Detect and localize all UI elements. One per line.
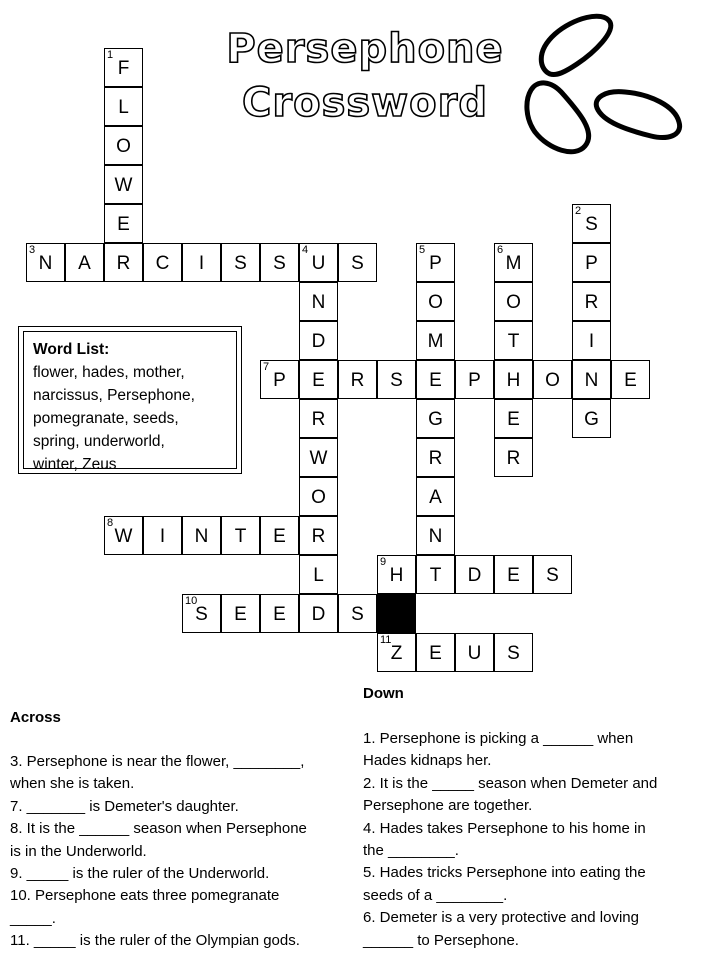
cell-letter: W	[114, 526, 133, 547]
grid-cell	[416, 282, 455, 321]
grid-cell	[299, 399, 338, 438]
cell-letter: N	[584, 370, 599, 391]
grid-cell	[416, 438, 455, 477]
cell-letter: T	[429, 565, 442, 586]
clue-line: 11. _____ is the ruler of the Olympian gods.	[10, 932, 300, 950]
cell-letter: S	[234, 253, 247, 274]
grid-cell	[494, 243, 533, 282]
cell-letter: R	[311, 526, 326, 547]
grid-cell	[299, 516, 338, 555]
cell-letter: D	[311, 331, 326, 352]
cell-letter: O	[428, 292, 443, 313]
cell-letter: R	[506, 448, 521, 469]
cell-letter: A	[429, 487, 442, 508]
cell-letter: O	[311, 487, 326, 508]
cell-letter: W	[114, 175, 133, 196]
grid-cell	[26, 243, 65, 282]
word-list-line: spring, underworld,	[33, 433, 165, 450]
grid-cell	[221, 594, 260, 633]
clue-line: the ________.	[363, 842, 459, 860]
grid-cell	[299, 282, 338, 321]
grid-cell	[299, 243, 338, 282]
grid-cell	[572, 282, 611, 321]
word-list-line: pomegranate, seeds,	[33, 410, 179, 427]
cell-letter: N	[428, 526, 443, 547]
cell-letter: N	[311, 292, 326, 313]
grid-cell	[494, 555, 533, 594]
word-list-line: narcissus, Persephone,	[33, 387, 195, 404]
grid-cell	[455, 360, 494, 399]
grid-cell	[455, 633, 494, 672]
cell-letter: E	[507, 565, 520, 586]
grid-cell	[494, 633, 533, 672]
cell-letter: E	[117, 214, 130, 235]
grid-cell	[299, 594, 338, 633]
word-list-box	[18, 326, 242, 474]
across-clues	[10, 751, 355, 953]
clue-line: Hades kidnaps her.	[363, 752, 492, 770]
grid-cell	[65, 243, 104, 282]
cell-letter: P	[429, 253, 442, 274]
grid-cell	[416, 555, 455, 594]
cell-letter: R	[116, 253, 131, 274]
grid-cell	[416, 477, 455, 516]
grid-cell	[572, 399, 611, 438]
clue-number: 3	[29, 244, 36, 256]
cell-letter: E	[273, 526, 286, 547]
clue-line: ______ to Persephone.	[363, 931, 519, 949]
cell-letter: T	[507, 331, 520, 352]
grid-cell	[572, 243, 611, 282]
clue-line: is in the Underworld.	[10, 842, 147, 860]
cell-letter: U	[467, 643, 482, 664]
grid-cell	[299, 360, 338, 399]
cell-letter: E	[429, 370, 442, 391]
cell-letter: E	[429, 643, 442, 664]
grid-cell	[104, 243, 143, 282]
grid-cell	[338, 360, 377, 399]
down-heading: Down	[363, 685, 404, 702]
clue-line: 7. _______ is Demeter's daughter.	[10, 797, 239, 815]
clue-line: Persephone are together.	[363, 797, 533, 815]
grid-cell	[260, 594, 299, 633]
cell-letter: P	[468, 370, 481, 391]
clue-line: 3. Persephone is near the flower, ________,	[10, 753, 305, 770]
grid-cell	[494, 399, 533, 438]
cell-letter: E	[624, 370, 637, 391]
cell-letter: S	[390, 370, 403, 391]
grid-cell	[338, 594, 377, 633]
grid-cell	[338, 243, 377, 282]
clue-number: 1	[107, 49, 114, 61]
cell-letter: H	[389, 565, 404, 586]
clue-number: 11	[380, 634, 392, 646]
grid-cell	[377, 555, 416, 594]
grid-cell	[416, 360, 455, 399]
cell-letter: N	[38, 253, 53, 274]
clue-line: 9. _____ is the ruler of the Underworld.	[10, 865, 270, 883]
down-clues	[363, 728, 713, 952]
cell-letter: P	[273, 370, 286, 391]
grid-cell	[572, 321, 611, 360]
grid-cell	[416, 321, 455, 360]
grid-cell	[416, 399, 455, 438]
grid-cell	[377, 360, 416, 399]
grid-cell	[455, 555, 494, 594]
clue-line: 6. Demeter is a very protective and loving	[363, 909, 639, 927]
cell-letter: S	[546, 565, 559, 586]
grid-cell	[572, 204, 611, 243]
clue-number: 5	[419, 244, 426, 256]
cell-letter: E	[273, 604, 286, 625]
clue-line: 1. Persephone is picking a ______ when	[363, 730, 634, 747]
clue-line: seeds of a ________.	[363, 886, 508, 904]
cell-letter: L	[313, 565, 324, 586]
clue-number: 8	[107, 517, 114, 529]
word-list-heading: Word List:	[33, 341, 110, 358]
grid-cell	[494, 321, 533, 360]
cell-letter: U	[311, 253, 326, 274]
grid-cell	[299, 555, 338, 594]
cell-letter: M	[505, 253, 522, 274]
clue-number: 9	[380, 556, 387, 568]
grid-cell	[182, 516, 221, 555]
cell-letter: H	[506, 370, 521, 391]
cell-letter: L	[118, 97, 129, 118]
grid-cell	[416, 516, 455, 555]
grid-cell	[299, 321, 338, 360]
word-list-line: winter, Zeus	[33, 456, 117, 473]
grid-cell	[104, 165, 143, 204]
clue-line: 4. Hades takes Persephone to his home in	[363, 819, 646, 837]
cell-letter: D	[467, 565, 482, 586]
cell-letter: Z	[390, 643, 403, 664]
grid-cell	[104, 516, 143, 555]
cell-letter: S	[351, 253, 364, 274]
cell-letter: I	[198, 253, 205, 274]
cell-letter: E	[507, 409, 520, 430]
clue-line: 2. It is the _____ season when Demeter and	[363, 774, 658, 792]
grid-cell	[299, 438, 338, 477]
grid-cell	[104, 126, 143, 165]
grid-cell	[416, 243, 455, 282]
cell-letter: R	[350, 370, 365, 391]
title-line-1: Persephone	[226, 26, 504, 72]
cell-letter: C	[155, 253, 170, 274]
grid-cell	[143, 516, 182, 555]
clue-number: 4	[302, 244, 309, 256]
clue-line: when she is taken.	[10, 775, 135, 793]
cell-letter: S	[507, 643, 520, 664]
word-list-line: flower, hades, mother,	[33, 364, 185, 381]
clue-number: 7	[263, 361, 270, 373]
cell-letter: F	[117, 58, 130, 79]
cell-letter: R	[311, 409, 326, 430]
grid-cell	[572, 360, 611, 399]
cell-letter: S	[273, 253, 286, 274]
cell-letter: D	[311, 604, 326, 625]
grid-cell	[494, 438, 533, 477]
cell-letter: S	[585, 214, 598, 235]
grid-cell	[104, 48, 143, 87]
cell-letter: W	[309, 448, 328, 469]
cell-letter: E	[312, 370, 325, 391]
cell-letter: G	[584, 409, 599, 430]
grid-cell	[377, 633, 416, 672]
grid-cell	[182, 594, 221, 633]
grid-cell	[533, 555, 572, 594]
cell-letter: I	[588, 331, 595, 352]
cell-letter: A	[78, 253, 91, 274]
cell-letter: O	[116, 136, 131, 157]
clue-number: 10	[185, 595, 198, 607]
grid-cell	[416, 633, 455, 672]
clue-line: 10. Persephone eats three pomegranate	[10, 887, 280, 905]
clue-line: 8. It is the ______ season when Persephone	[10, 820, 307, 838]
grid-cell	[143, 243, 182, 282]
clue-line: 5. Hades tricks Persephone into eating the	[363, 864, 646, 882]
cell-letter: E	[234, 604, 247, 625]
across-heading: Across	[10, 709, 61, 726]
cell-letter: S	[351, 604, 364, 625]
cell-letter: G	[428, 409, 443, 430]
grid-cell	[104, 87, 143, 126]
grid-cell	[182, 243, 221, 282]
cell-letter: O	[506, 292, 521, 313]
grid-cell	[260, 360, 299, 399]
cell-letter: T	[234, 526, 247, 547]
cell-letter: R	[584, 292, 599, 313]
cell-letter: S	[195, 604, 208, 625]
grid-cell	[104, 204, 143, 243]
grid-cell	[494, 282, 533, 321]
black-cell	[377, 594, 416, 633]
cell-letter: N	[194, 526, 209, 547]
grid-cell	[260, 243, 299, 282]
clue-number: 6	[497, 244, 504, 256]
grid-cell	[533, 360, 572, 399]
cell-letter: P	[585, 253, 598, 274]
grid-cell	[299, 477, 338, 516]
cell-letter: I	[159, 526, 166, 547]
grid-cell	[260, 516, 299, 555]
grid-cell	[221, 516, 260, 555]
clue-number: 2	[575, 205, 582, 217]
cell-letter: M	[427, 331, 444, 352]
grid-cell	[611, 360, 650, 399]
grid-cell	[494, 360, 533, 399]
grid-cell	[221, 243, 260, 282]
clue-line: _____.	[10, 909, 56, 927]
cell-letter: R	[428, 448, 443, 469]
cell-letter: O	[545, 370, 560, 391]
title-line-2: Crossword	[242, 80, 488, 126]
